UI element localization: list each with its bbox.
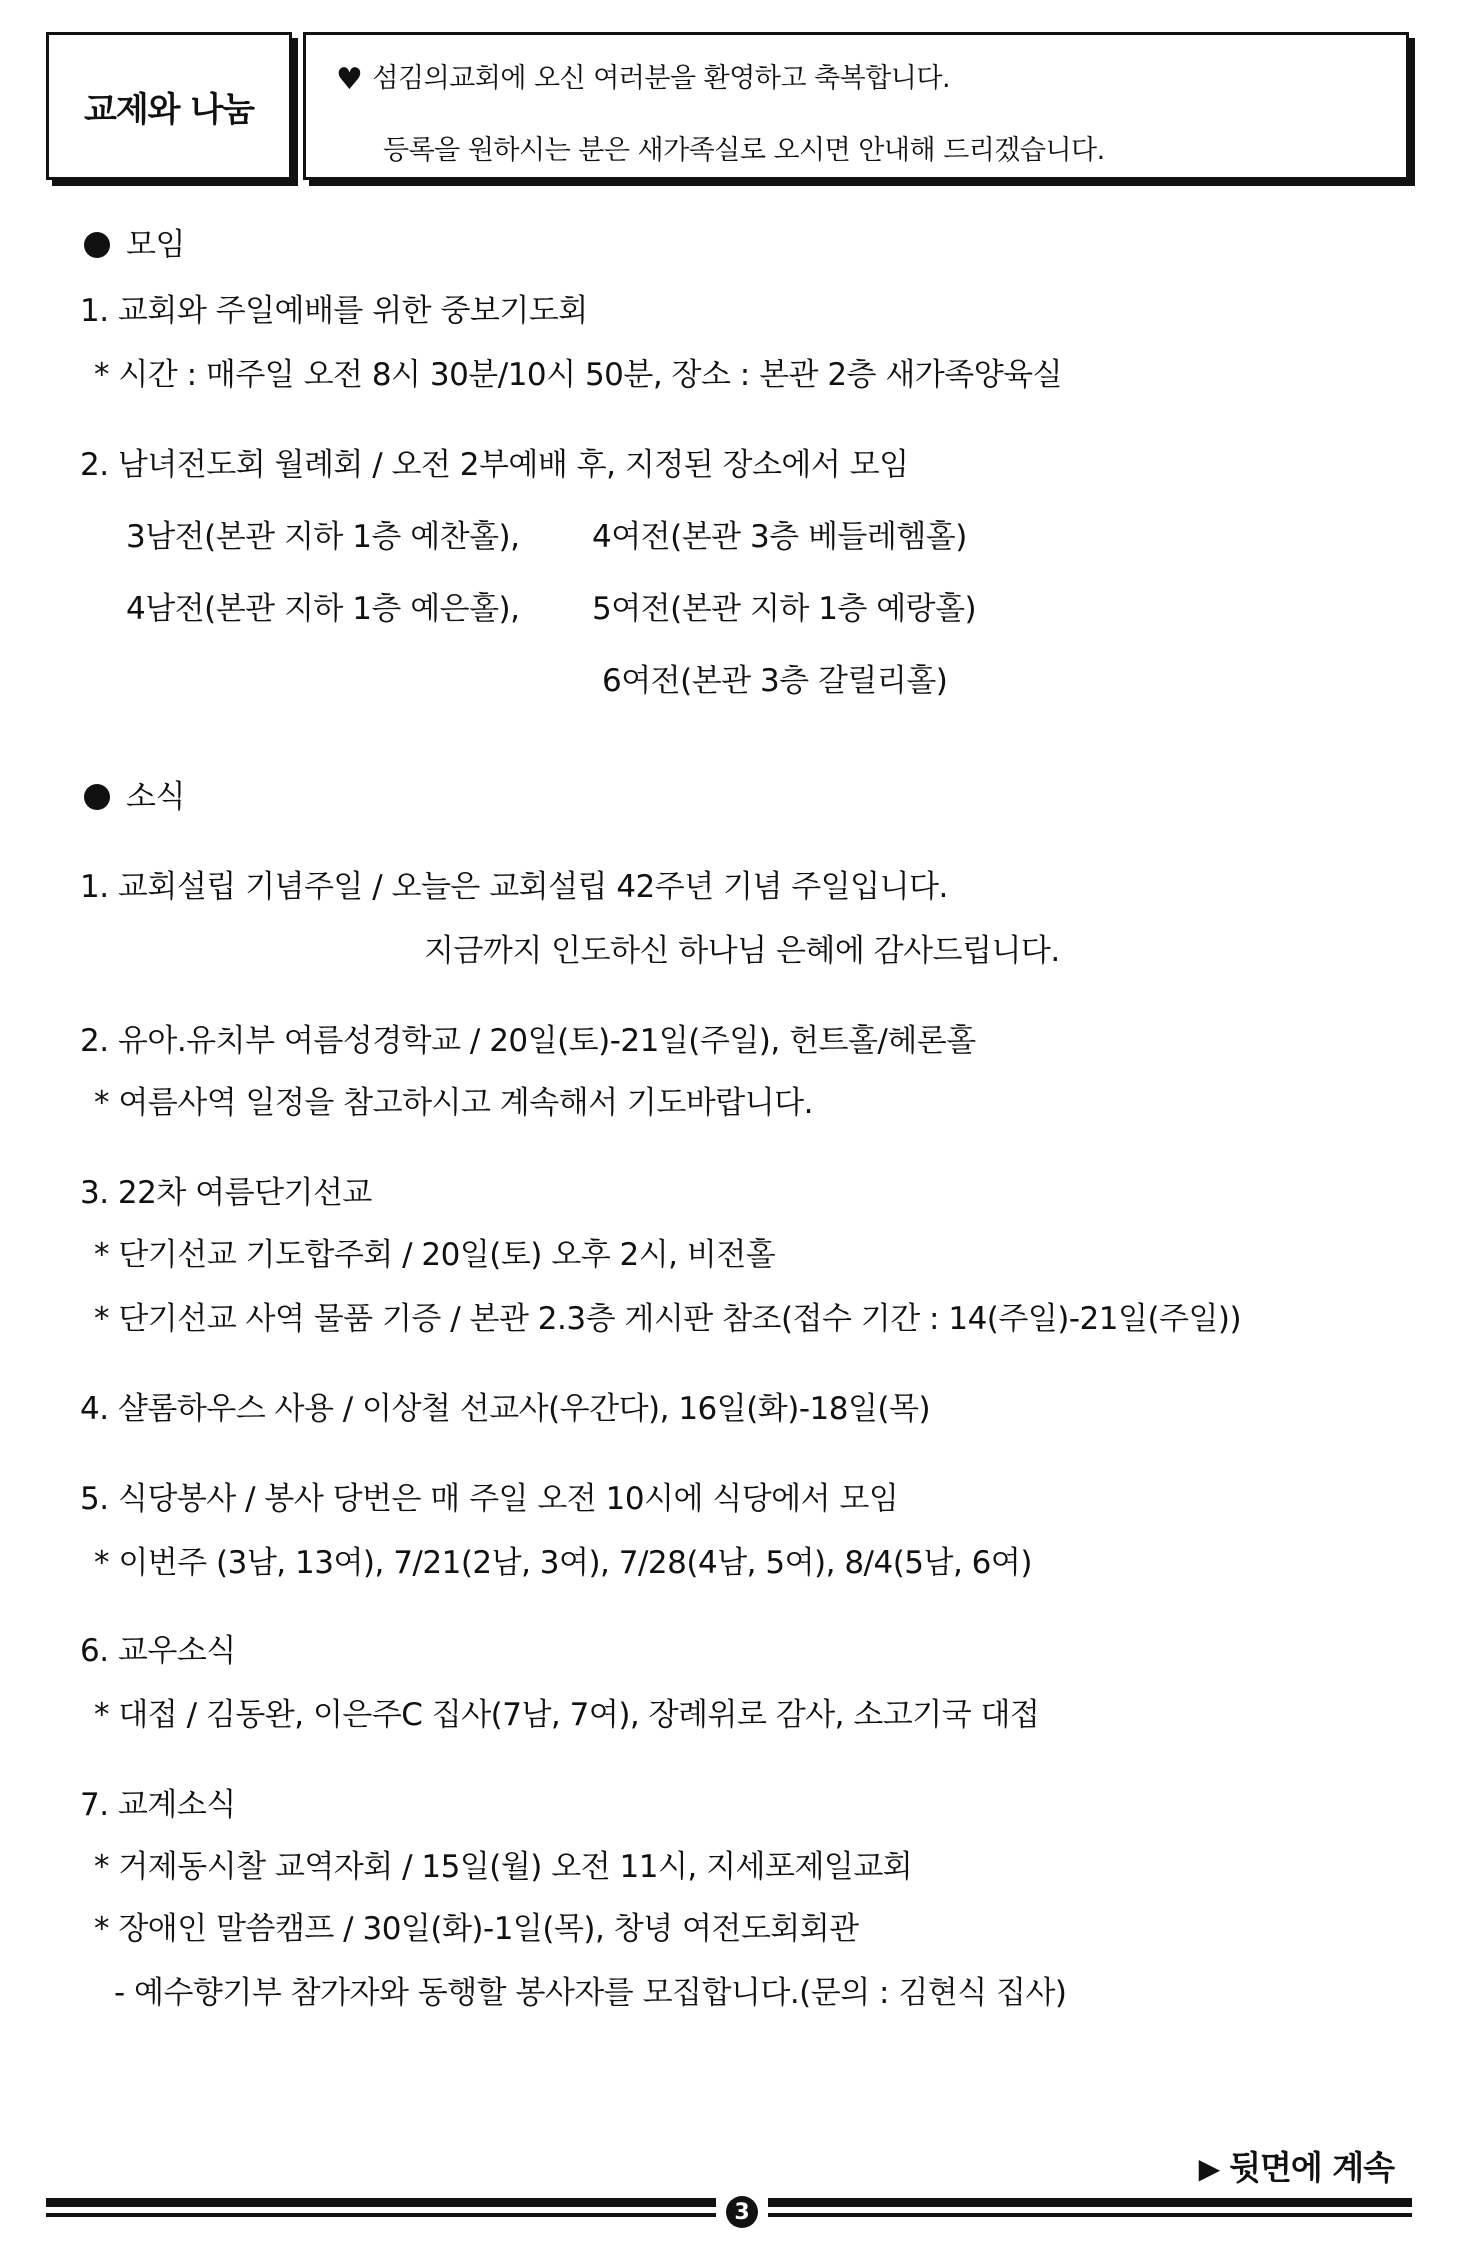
news-item-5-detail: * 이번주 (3남, 13여), 7/21(2남, 3여), 7/28(4남, 5여), 8/4(5남, 6여): [94, 1545, 1032, 1581]
meeting-item-2: 2. 남녀전도회 월례회 / 오전 2부예배 후, 지정된 장소에서 모임: [80, 447, 909, 483]
news-item-7-detail-3: - 예수향기부 참가자와 동행할 봉사자를 모집합니다.(문의 : 김현식 집사): [114, 1975, 1067, 2011]
meeting-loc-5w: 5여전(본관 지하 1층 예랑홀): [592, 591, 977, 627]
continue-on-back: [1199, 2142, 1394, 2189]
meeting-loc-3m: 3남전(본관 지하 1층 예찬홀),: [126, 519, 520, 555]
news-item-3-detail-2: * 단기선교 사역 물품 기증 / 본관 2.3층 게시판 참조(접수 기간 : 14(주일)-21일(주일)): [94, 1301, 1242, 1337]
news-item-3: 3. 22차 여름단기선교: [80, 1175, 372, 1211]
news-heading: [84, 779, 185, 815]
page-number: 3: [726, 2196, 758, 2228]
news-heading-text: 소식: [126, 779, 185, 815]
footer-rule-right: [768, 2198, 1412, 2224]
meeting-loc-6w: 6여전(본관 3층 갈릴리홀): [602, 663, 948, 699]
footer-rule-left: [46, 2198, 716, 2224]
meeting-loc-4w: 4여전(본관 3층 베들레헴홀): [592, 519, 967, 555]
welcome-text-1: 섬김의교회에 오신 여러분을 환영하고 축복합니다.: [372, 63, 951, 94]
news-item-2: 2. 유아.유치부 여름성경학교 / 20일(토)-21일(주일), 헌트홀/헤론홀: [80, 1023, 976, 1059]
meetings-heading-text: 모임: [126, 227, 185, 263]
news-item-3-detail-1: * 단기선교 기도합주회 / 20일(토) 오후 2시, 비전홀: [94, 1237, 776, 1273]
news-item-6: 6. 교우소식: [80, 1633, 236, 1669]
news-item-4: 4. 샬롬하우스 사용 / 이상철 선교사(우간다), 16일(화)-18일(목): [80, 1391, 931, 1427]
play-arrow-icon: ▶: [1198, 2152, 1220, 2185]
welcome-line-1: [336, 63, 1406, 96]
news-item-7-detail-1: * 거제동시찰 교역자회 / 15일(월) 오전 11시, 지세포제일교회: [94, 1849, 913, 1885]
welcome-box: [303, 32, 1409, 180]
section-title: 교제와 나눔: [83, 89, 255, 130]
news-item-1: 1. 교회설립 기념주일 / 오늘은 교회설립 42주년 기념 주일입니다.: [80, 869, 948, 905]
news-item-2-detail: * 여름사역 일정을 참고하시고 계속해서 기도바랍니다.: [94, 1085, 813, 1121]
news-item-6-detail: * 대접 / 김동완, 이은주C 집사(7남, 7여), 장례위로 감사, 소고기국 대접: [94, 1697, 1040, 1733]
news-item-5: 5. 식당봉사 / 봉사 당번은 매 주일 오전 10시에 식당에서 모임: [80, 1481, 899, 1517]
section-title-box: [46, 32, 292, 180]
news-item-7-detail-2: * 장애인 말씀캠프 / 30일(화)-1일(목), 창녕 여전도회회관: [94, 1911, 859, 1947]
meeting-item-1: 1. 교회와 주일예배를 위한 중보기도회: [80, 293, 588, 329]
meetings-heading: [84, 227, 185, 263]
meeting-loc-4m: 4남전(본관 지하 1층 예은홀),: [126, 591, 520, 627]
heart-icon: ♥: [336, 62, 363, 97]
meeting-item-1-detail: * 시간 : 매주일 오전 8시 30분/10시 50분, 장소 : 본관 2층 새가족양육실: [94, 357, 1063, 393]
news-item-1-cont: 지금까지 인도하신 하나님 은혜에 감사드립니다.: [424, 933, 1060, 969]
continue-label: 뒷면에 계속: [1229, 2148, 1394, 2187]
welcome-line-2: 등록을 원하시는 분은 새가족실로 오시면 안내해 드리겠습니다.: [383, 135, 1105, 166]
news-item-7: 7. 교계소식: [80, 1787, 236, 1823]
bullet-icon: [84, 232, 110, 258]
bullet-icon: [84, 784, 110, 810]
